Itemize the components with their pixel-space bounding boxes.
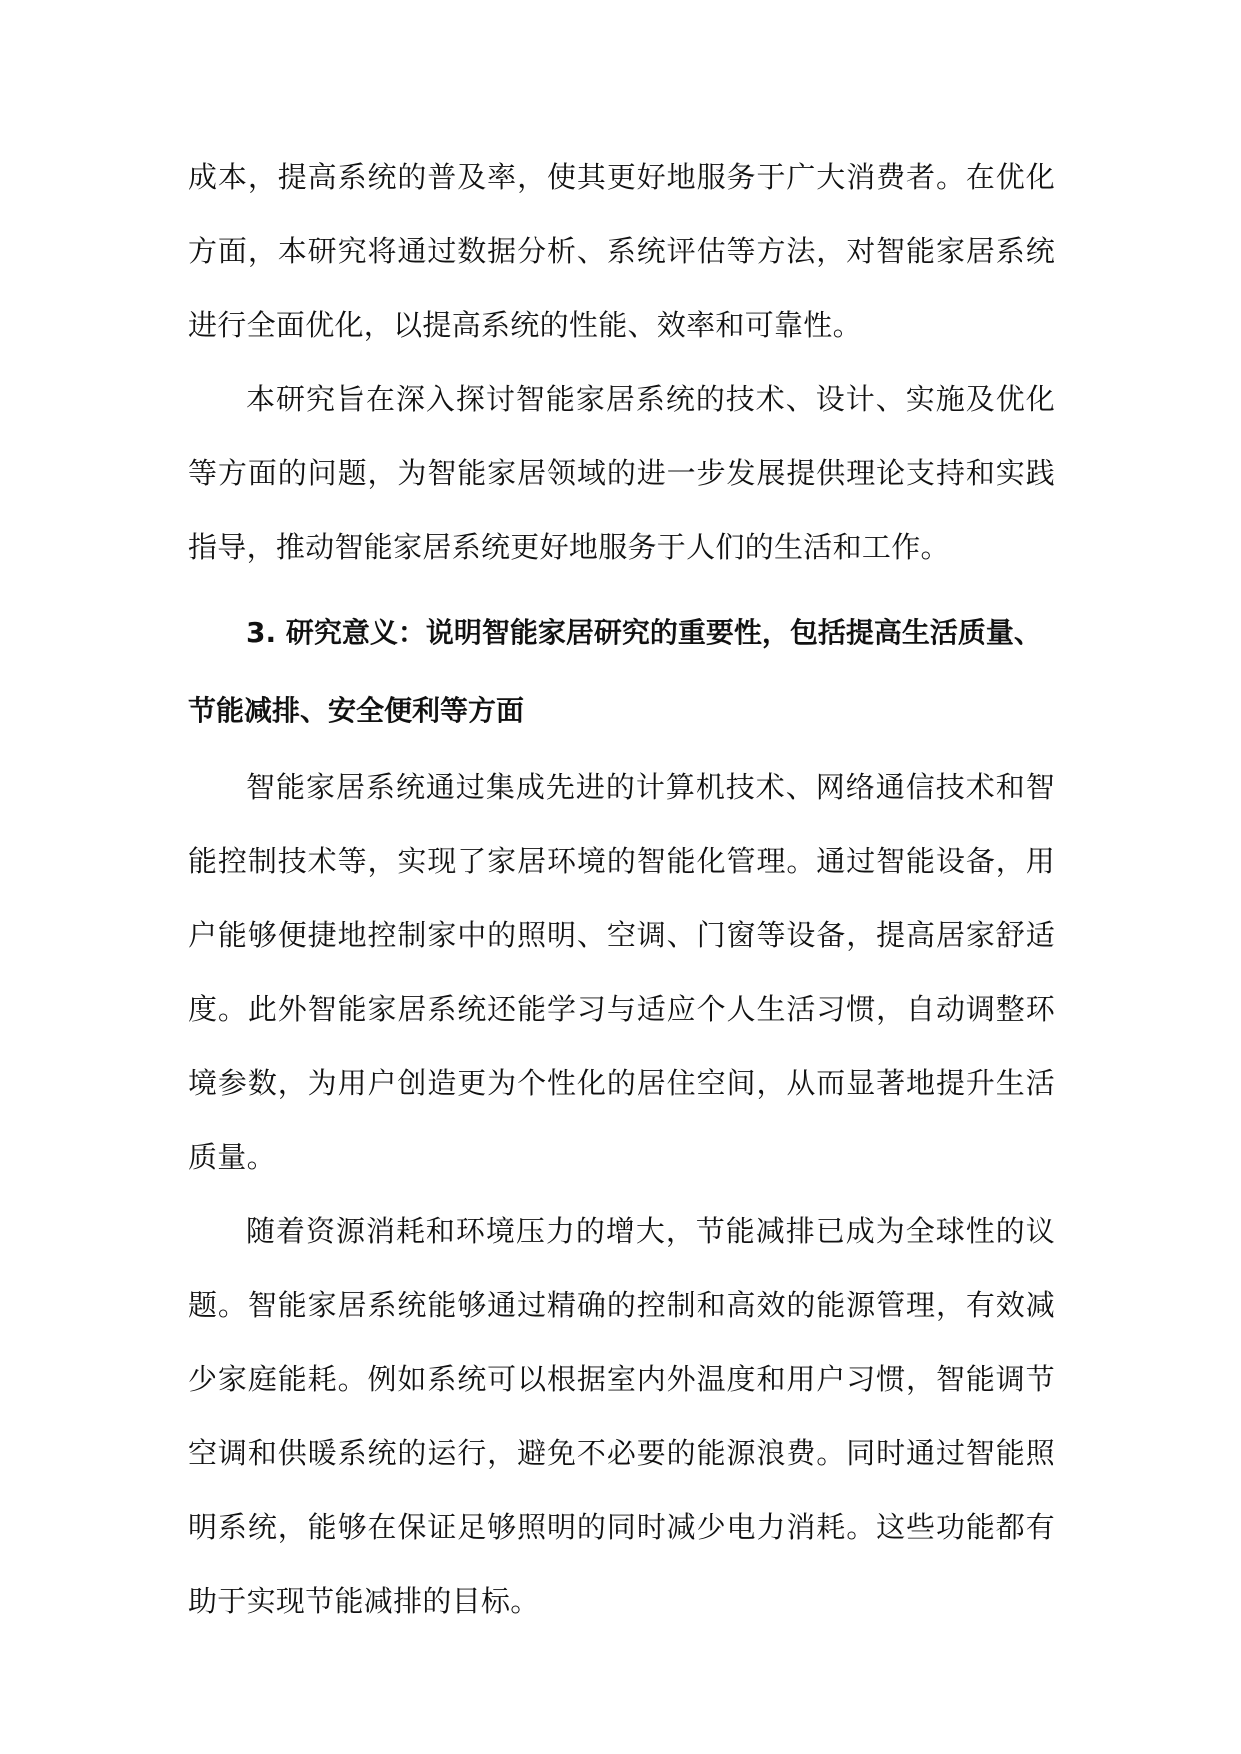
document-page [188,140,1055,1638]
paragraph-research-aim: 本研究旨在深入探讨智能家居系统的技术、设计、实施及优化等方面的问题，为智能家居领域的进一步发展提供理论支持和实践指导，推动智能家居系统更好地服务于人们的生活和工作。 [188,382,1055,564]
paragraph-quality-of-life: 智能家居系统通过集成先进的计算机技术、网络通信技术和智能控制技术等，实现了家居环境的智能化管理。通过智能设备，用户能够便捷地控制家中的照明、空调、门窗等设备，提高居家舒适度。此外智能家居系统还能学习与适应个人生活习惯，自动调整环境参数，为用户创造更为个性化的居住空间，从而显著地提升生活质量。 [188,770,1055,1174]
paragraph-energy-saving: 随着资源消耗和环境压力的增大，节能减排已成为全球性的议题。智能家居系统能够通过精确的控制和高效的能源管理，有效减少家庭能耗。例如系统可以根据室内外温度和用户习惯，智能调节空调和供暖系统的运行，避免不必要的能源浪费。同时通过智能照明系统，能够在保证足够照明的同时减少电力消耗。这些功能都有助于实现节能减排的目标。 [188,1214,1055,1618]
paragraph-continuation: 成本，提高系统的普及率，使其更好地服务于广大消费者。在优化方面，本研究将通过数据分析、系统评估等方法，对智能家居系统进行全面优化，以提高系统的性能、效率和可靠性。 [188,160,1055,342]
section-heading: 3. 研究意义：说明智能家居研究的重要性，包括提高生活质量、节能减排、安全便利等方面 [188,616,1042,727]
